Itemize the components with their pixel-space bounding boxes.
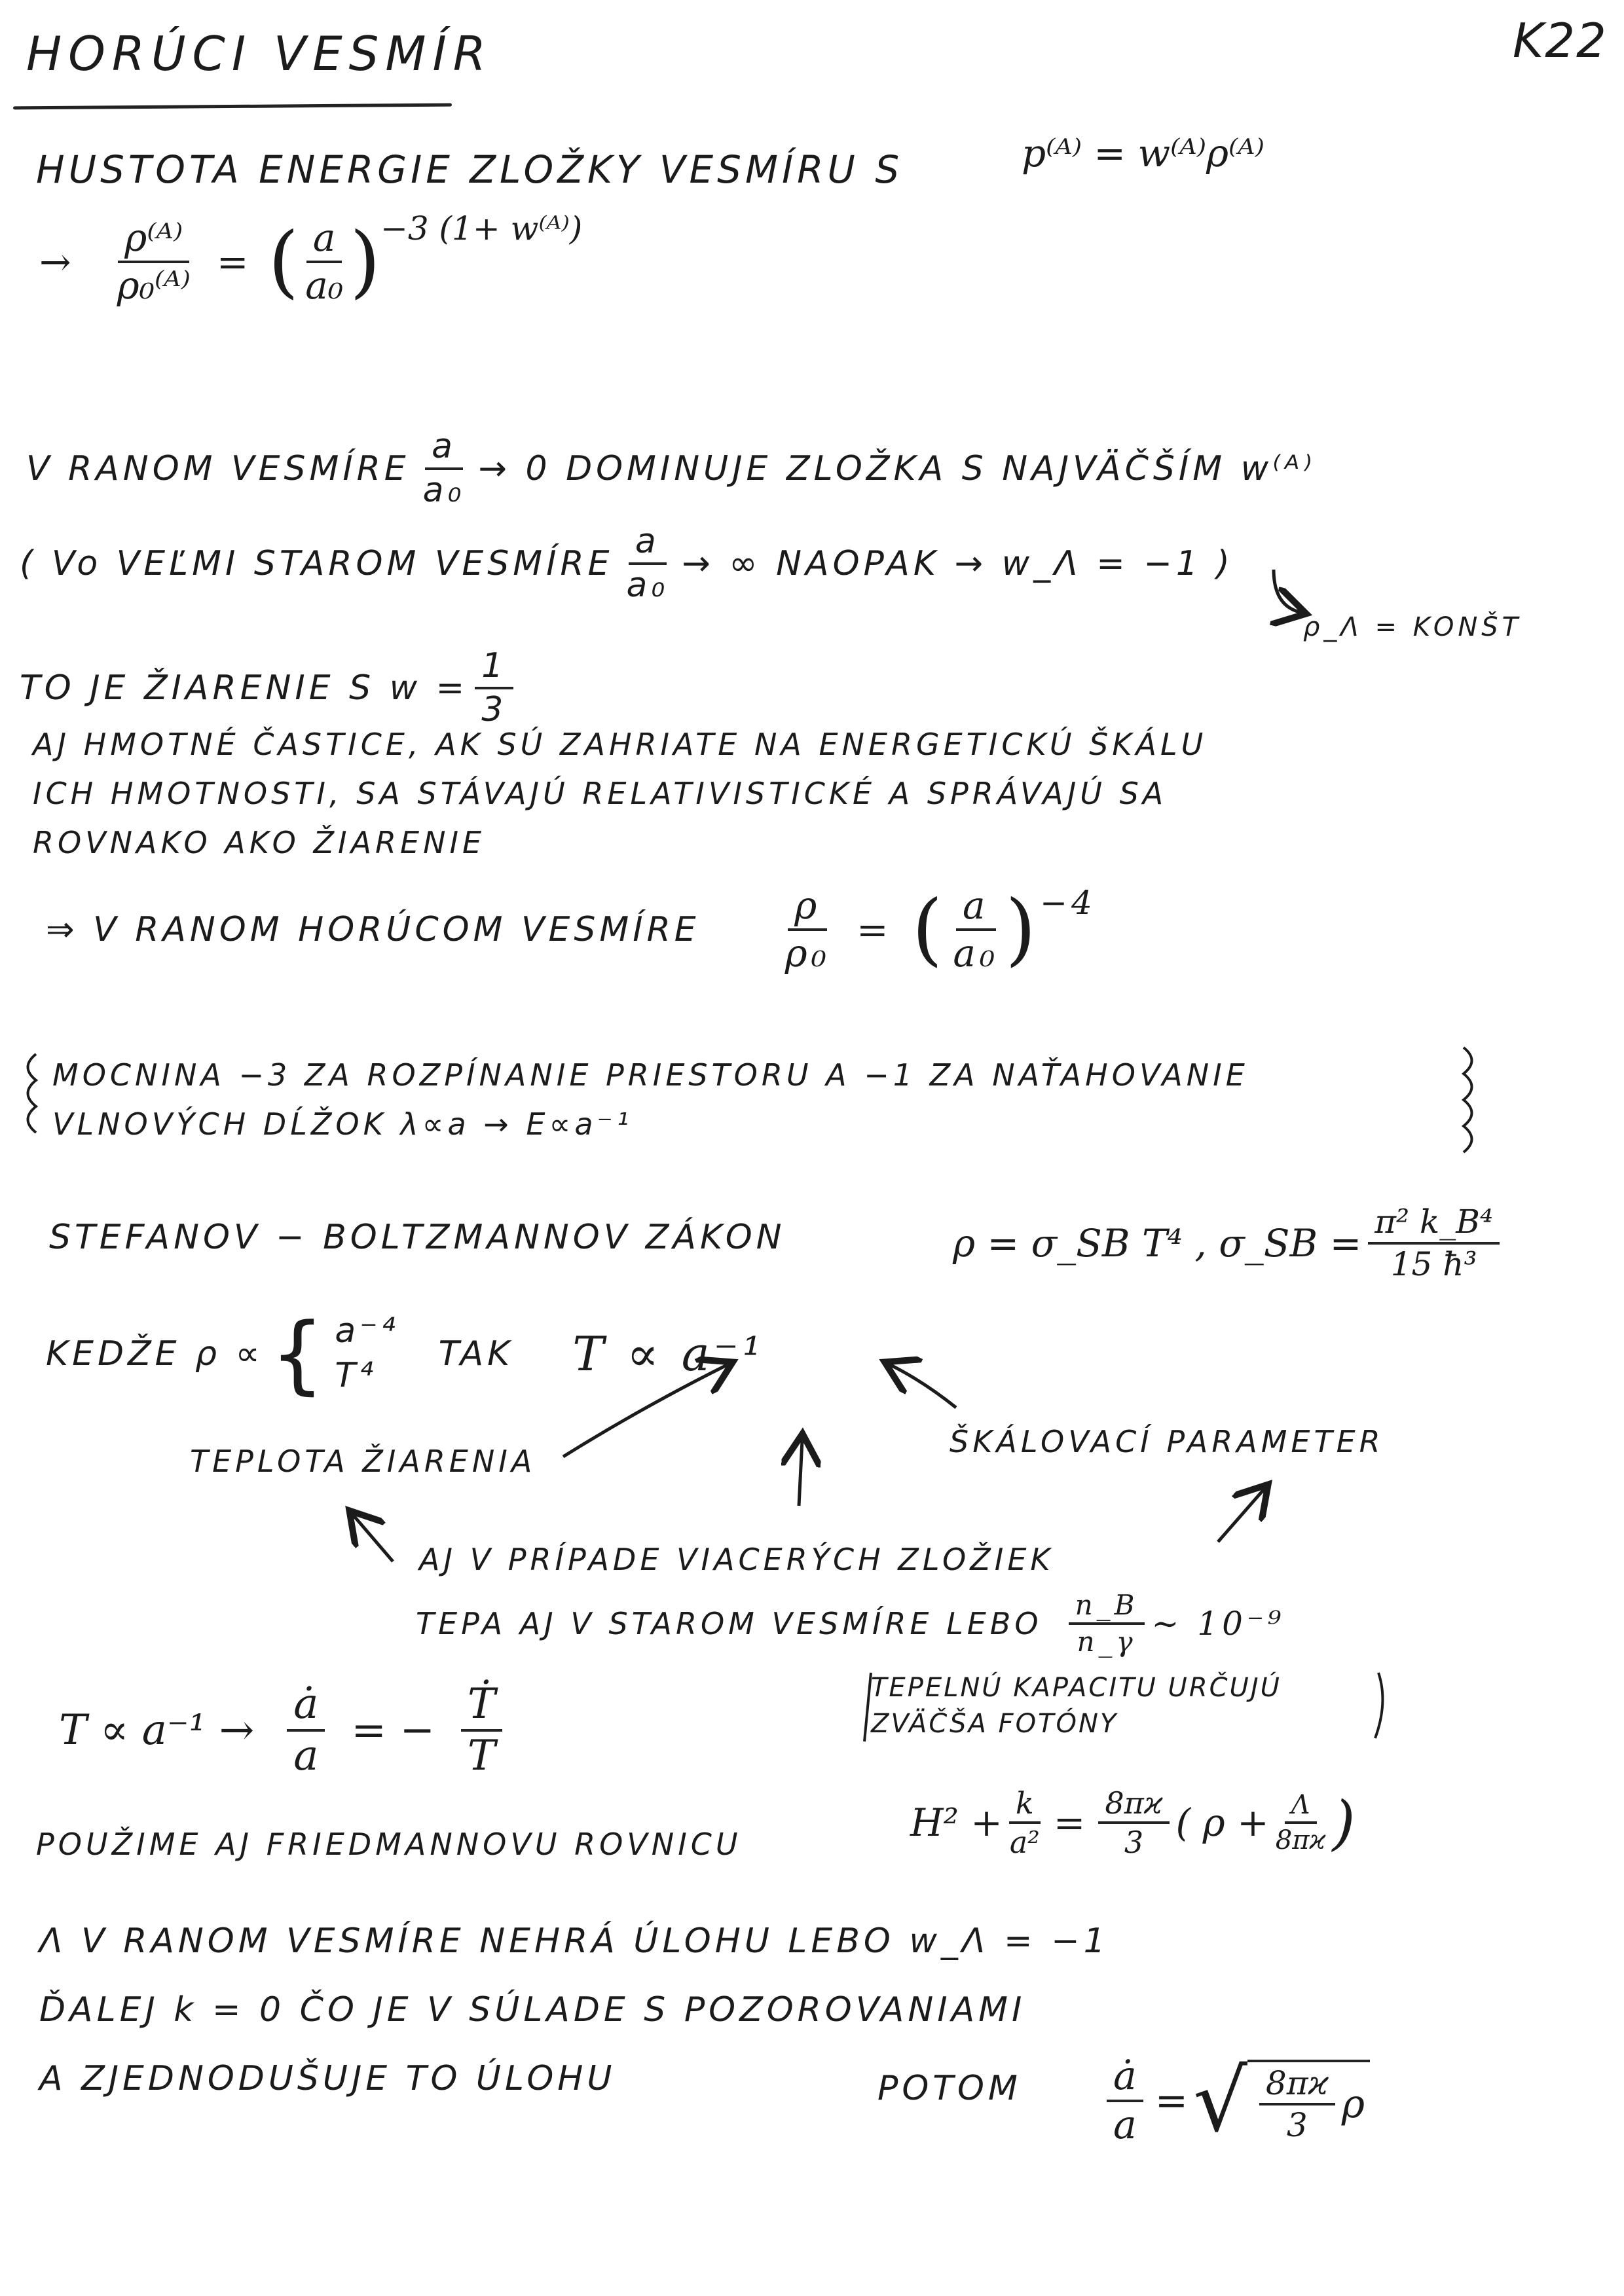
hot-exponent: −4 [1040, 884, 1096, 922]
radiation-w-num: 1 [475, 648, 513, 689]
arrow-to-scale [891, 1365, 956, 1408]
exponent-explanation-line-2: VLNOVÝCH DĹŽOK λ∝a → E∝a⁻¹ [52, 1106, 633, 1142]
energy-density-text: HUSTOTA ENERGIE ZLOŽKY VESMÍRU S [36, 147, 904, 192]
old-universe-label: ( Vo VEĽMI STAROM VESMÍRE [20, 543, 614, 583]
opposite-case-text: → ∞ NAOPAK → w_Λ = −1 ) [682, 543, 1234, 583]
left-brace-icon [28, 1054, 37, 1133]
friedmann-coeff-den: 3 [1124, 1825, 1144, 1861]
massive-particles-line-1: AJ HMOTNÉ ČASTICE, AK SÚ ZAHRIATE NA ENERGETICKÚ ŠKÁLU [33, 727, 1208, 762]
arrow-to-temperature [563, 1365, 727, 1457]
page-code: K22 [1513, 13, 1608, 68]
radiation-w-den: 3 [481, 689, 507, 729]
flatness-note: ĎALEJ k = 0 ČO JE V SÚLADE S POZOROVANIAMI [39, 1990, 1026, 2030]
radiation-label: TO JE ŽIARENIE S w = [20, 668, 469, 708]
hot-universe-text: ⇒ V RANOM HORÚCOM VESMÍRE $\frac{\rho}{\text{ρ₀}}$ = ( $\frac{a}{\text{a₀}}$ ) −4 [46, 883, 1096, 975]
exponent-explanation-line-1: MOCNINA −3 ZA ROZPÍNANIE PRIESTORU A −1 ZA NAŤAHOVANIE [52, 1057, 1249, 1093]
page-title: HORÚCI VESMÍR [26, 26, 492, 81]
expansion-a: a [1113, 2102, 1137, 2148]
hook-arrow [1274, 570, 1300, 612]
equals-minus: = − [351, 1706, 435, 1755]
friedmann-equals: = [1053, 1800, 1086, 1846]
hot-scale-num: a [956, 886, 996, 931]
scale-ratio-num: a [306, 218, 342, 263]
t-symbol: T [468, 1732, 496, 1781]
since-label: KEDŽE ρ ∝ [46, 1334, 264, 1374]
sigma-sb-num: π² k_B⁴ [1368, 1205, 1500, 1245]
sqrt-rho: ρ [1341, 2081, 1365, 2127]
density-scaling-eq: → $\frac{\text{ρ⁽ᴬ⁾}}{\text{ρ₀⁽ᴬ⁾}}$ = ( $\frac{a}{\text{a₀}}$ ) −3 (1+ w⁽ᴬ⁾) [39, 210, 583, 308]
hubble-squared: H² + [910, 1800, 1003, 1846]
lambda-num: Λ [1285, 1791, 1317, 1824]
friedmann-density-open: ( ρ + [1175, 1800, 1269, 1846]
t-dot: Ṫ [461, 1683, 502, 1732]
friedmann-coeff-num: 8πϰ [1098, 1787, 1169, 1824]
stefan-boltzmann-label: STEFANOV − BOLTZMANNOV ZÁKON [49, 1218, 786, 1257]
scale-parameter-label: ŠKÁLOVACÍ PARAMETER [950, 1424, 1384, 1459]
scale-ratio-den: a₀ [305, 263, 344, 308]
expansion-equals: = [1154, 2078, 1189, 2124]
since-text: KEDŽE ρ ∝ { a⁻⁴ T⁴ TAK T ∝ a⁻¹ [46, 1303, 766, 1404]
temperature-label: TEPLOTA ŽIARENIA [190, 1444, 536, 1479]
arrow-to-temp-label [354, 1516, 393, 1561]
arrow-to-scale-label [1218, 1489, 1264, 1542]
sigma-sb-den: 15 ħ³ [1390, 1245, 1477, 1283]
early-universe-label: V RANOM VESMÍRE [26, 448, 410, 488]
hot-density-num: ρ [788, 886, 827, 931]
friedmann-close: ) [1332, 1788, 1356, 1857]
heat-capacity-note-1: TEPELNÚ KAPACITU URČUJÚ [871, 1673, 1282, 1703]
friedmann-label: POUŽIME AJ FRIEDMANNOVU ROVNICU [36, 1827, 742, 1862]
then-label: POTOM [877, 2069, 1022, 2108]
scaling-exponent: −3 (1+ w⁽ᴬ⁾) [380, 210, 583, 247]
density-ratio-num: ρ⁽ᴬ⁾ [118, 218, 189, 263]
lambda-note: Λ V RANOM VESMÍRE NEHRÁ ÚLOHU LEBO w_Λ = −1 [39, 1922, 1109, 1961]
scaling-t-4: T⁴ [335, 1355, 378, 1395]
hot-universe-label: ⇒ V RANOM HORÚCOM VESMÍRE [46, 909, 700, 949]
stefan-boltzmann-formula: ρ = σ_SB T⁴ , σ_SB = [953, 1220, 1362, 1266]
massive-particles-line-3: ROVNAKO AKO ŽIARENIE [33, 825, 486, 860]
arrow-right-icon: → [39, 239, 71, 284]
temperature-scaling-eq: T ∝ a⁻¹ [572, 1326, 766, 1381]
note-bracket-left [864, 1673, 871, 1741]
early-scale-den: a₀ [422, 470, 466, 510]
hot-density-den: ρ₀ [784, 930, 830, 975]
multiple-components-line: AJ V PRÍPADE VIACERÝCH ZLOŽIEK [419, 1542, 1054, 1577]
baryon-num: n_B [1069, 1591, 1145, 1625]
dominant-component-text: → 0 DOMINUJE ZLOŽKA S NAJVÄČŠÍM w⁽ᴬ⁾ [478, 448, 1316, 488]
density-ratio-den: ρ₀⁽ᴬ⁾ [117, 263, 191, 308]
temperature-relation: T ∝ a⁻¹ → [59, 1706, 255, 1755]
sqrt-num: 8πϰ [1259, 2066, 1335, 2106]
lambda-const-note: ρ_Λ = KONŠT [1303, 612, 1522, 642]
right-brace-icon [1464, 1048, 1472, 1152]
old-scale-num: a [629, 524, 667, 565]
old-universe-label-2: TEPA AJ V STAROM VESMÍRE LEBO [416, 1606, 1043, 1642]
equation-of-state: p⁽ᴬ⁾ = w⁽ᴬ⁾ρ⁽ᴬ⁾ [1022, 131, 1264, 175]
heat-capacity-note-2: ZVÄČŠA FOTÓNY [871, 1709, 1118, 1739]
photon-den: n_γ [1077, 1626, 1137, 1658]
lambda-den: 8πϰ [1275, 1825, 1326, 1856]
so-label: TAK [438, 1334, 514, 1374]
curvature-a2: a² [1009, 1825, 1040, 1861]
note-bracket-right [1375, 1673, 1382, 1738]
expansion-a-dot: ȧ [1107, 2056, 1143, 2102]
ratio-value: ∼ 10⁻⁹ [1151, 1605, 1285, 1643]
simplifies-note: A ZJEDNODUŠUJE TO ÚLOHU [39, 2059, 616, 2098]
arrow-up-center [799, 1440, 802, 1506]
a-dot: ȧ [287, 1683, 325, 1732]
a-symbol: a [293, 1732, 319, 1781]
early-scale-num: a [425, 429, 463, 470]
massive-particles-line-2: ICH HMOTNOSTI, SA STÁVAJÚ RELATIVISTICKÉ A SPRÁVAJÚ SA [33, 776, 1168, 811]
sqrt-icon: √ [1193, 2051, 1247, 2151]
hot-scale-den: a₀ [953, 930, 999, 975]
sqrt-den: 3 [1286, 2106, 1308, 2144]
scaling-a-minus-4: a⁻⁴ [335, 1311, 399, 1351]
curvature-k: k [1009, 1787, 1041, 1824]
old-scale-den: a₀ [626, 565, 669, 605]
